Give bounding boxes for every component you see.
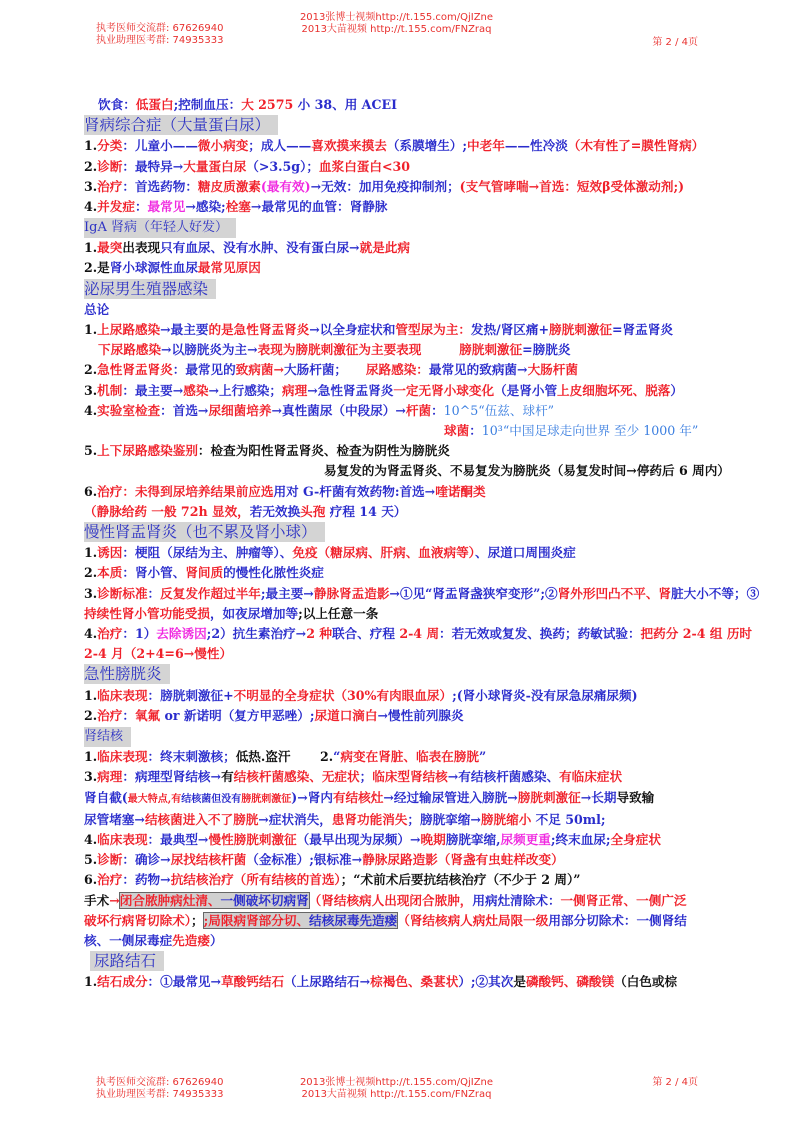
text-run: 10³“中国足球走向世界 至少 1000 年” [481,423,699,439]
text-run: 2. [84,362,98,378]
text-run: ； [191,912,204,928]
text-run: 肾外形凹凸不平、肾 [557,585,671,601]
text-run: ： [134,199,148,215]
text-line [84,482,764,502]
text-run: 出表现 [122,240,161,256]
text-run: 静脉尿路造影（肾盏有虫蛀样改变） [362,852,564,868]
text-run: → [109,892,120,908]
text-run: 2-4 周 [399,626,440,642]
text-run: ：1） [122,626,157,642]
text-line [84,543,764,563]
text-run: 不明显的全身症状（30%有肉眼血尿） [233,687,453,703]
text-run: 诱因 [97,545,123,561]
text-run: 反复发作超过半年 [160,585,261,601]
text-run: 疗程 14 天） [325,503,407,519]
text-run: 一定无肾小球变化 [393,382,495,398]
text-run: 病理 [282,382,308,398]
text-run: ;控制血压： [173,97,242,112]
text-run: 2 种 [306,626,332,642]
text-line [84,320,764,340]
text-line [84,624,764,664]
text-run: 实验室检查 [97,402,161,418]
text-run: 管型尿为主： [395,322,471,338]
text-run: 把药分 2-4 组 历时 2-4 月（2+4=6→慢性） [84,626,753,662]
text-run: ：最特异→ [122,158,184,174]
text-run: （>3.5g）； [246,158,319,174]
text-run: （是肾小管 [494,382,558,398]
section-heading [84,279,764,300]
text-run: ） [209,932,223,948]
section-heading-text: 慢性肾盂肾炎（也不累及肾小球） [84,522,325,542]
text-run: 抗结核治疗（所有结核的首选） [170,872,341,888]
text-run: 急性肾盂肾炎 [97,362,173,378]
text-run: 草酸钙结石 [221,974,285,990]
text-run: 大肠杆菌； [284,362,366,378]
text-run: ；成人—— [248,138,312,154]
text-run: →上行感染； [208,382,282,398]
text-run: 6. [84,872,98,888]
text-run: 导致输 [616,789,655,805]
text-run: 2. [84,565,98,581]
text-run: 一侧肾正常、一侧广泛 [560,892,687,908]
text-run: or 新诺明（复方甲恶唑）; [160,707,315,723]
text-run: 膀胱挛缩, [445,831,501,847]
text-run: ： [469,423,482,439]
text-line [84,95,764,115]
text-run: （系膜增生）; [386,138,468,154]
text-run: 晚期 [420,831,446,847]
text-run: （白色或棕 [614,974,678,990]
text-run: 有临床症状 [559,769,623,785]
text-run: 、尿道口周围炎症 [474,545,576,561]
section-heading-text: 泌尿男生殖器感染 [84,279,216,299]
text-line [84,502,764,522]
text-run: 1. [84,240,98,256]
text-run: ：肾小管、 [122,565,186,581]
text-run: 中老年 [467,138,505,154]
text-run: 患肾功能消失 [331,811,408,827]
text-run: ；膀胱挛缩→ [407,811,481,827]
text-run: 易复发的为肾盂肾炎、不易复发为膀胱炎（易复发时间→停药后 6 周内） [324,463,730,479]
text-run: 发热/肾区痛+ [470,322,550,338]
text-run: 糖皮质激素 [197,178,261,194]
text-run: 病理 [97,769,123,785]
text-run: 临床表现 [97,831,148,847]
text-run: 大肠杆菌 [527,362,578,378]
text-run: 肾自截( [84,789,128,805]
text-run: ：病理型肾结核→ [122,769,222,785]
text-run: 结核杆菌感染、无症状 [233,769,360,785]
text-run: 最常见 [147,199,186,215]
text-run: （金标准）;银标准→ [246,852,363,868]
text-line [84,830,764,850]
text-run: 本质 [97,565,123,581]
header-page-number: 第 2 / 4页 [652,37,698,48]
text-run: =肾盂肾炎 [612,322,673,338]
text-run: 4. [84,831,98,847]
text-line [84,238,764,258]
text-run: 治疗 [97,707,123,723]
text-run: 低蛋白 [135,97,174,112]
surgery-line [84,911,764,931]
text-run: 诊断标准 [97,585,148,601]
text-run: 4. [84,626,98,642]
text-line [84,788,764,810]
text-run: 临床型肾结核 [372,769,448,785]
text-run: 4. [84,199,98,215]
footer-link-1[interactable]: 2013张博士视频http://t.155.com/QjIZne [299,1077,494,1088]
text-run: )→肾内 [291,789,333,805]
text-run: ： [122,707,135,723]
footer-link-2[interactable]: 2013大苗视频 http://t.155.com/FNZraq [301,1089,492,1100]
text-run: 病变在肾脏、临表在膀胱 [340,749,479,765]
section-heading-text: 尿路结石 [90,951,164,971]
text-run: （最早出现为尿频）→ [296,831,421,847]
text-run: 5. [84,852,98,868]
text-line [84,401,764,421]
text-run: 持续性肾小管功能受损 [84,605,210,621]
text-run: 静脉肾盂造影 [313,585,390,601]
text-run: 治疗 [97,626,123,642]
text-run: ： [147,585,161,601]
text-run: →真性菌尿（中段尿）→ [271,402,406,418]
text-run: ：首选→ [160,402,209,418]
text-run: 总论 [84,301,110,317]
text-run: 结石成分 [97,974,148,990]
text-run: →急性肾盂肾炎 [307,382,394,398]
text-run: 致病菌→ [235,362,285,378]
text-run: 治疗 [97,872,123,888]
text-run: ：①最常见→ [147,974,222,990]
text-run: 诊断 [97,852,123,868]
text-run: →有结核杆菌感染、 [447,769,560,785]
text-run [421,342,459,357]
text-line [84,177,764,197]
text-run: 全身症状 [610,831,661,847]
text-run: ，如夜尿增加等 [209,605,299,621]
text-line [84,584,764,624]
text-line [84,421,764,441]
text-run: （肾结核病人出现闭合脓肿， [308,892,473,908]
text-run: 3. [84,769,98,785]
text-run: （木有性了=膜性肾病） [567,138,705,154]
text-run: 慢性膀胱刺激征 [208,831,297,847]
text-run: 大量蛋白尿 [183,158,247,174]
text-run: 血浆白蛋白<30 [319,158,411,174]
text-run: 先造瘘 [172,932,210,948]
section-heading [84,217,764,238]
text-line [84,563,764,583]
text-run: 3. [84,178,98,194]
text-run: 上尿路感染 [97,322,161,338]
text-run: 1. [84,687,98,703]
text-line [84,197,764,217]
text-run: 最常见原因 [197,260,261,276]
text-run: 2.是 [84,260,110,276]
text-run: →①见“肾盂肾盏狭窄变形”;② [389,585,558,601]
text-line [84,381,764,401]
text-run: 手术 [84,892,110,908]
text-run: 诊断 [97,158,123,174]
text-run: 有结核灶 [332,789,384,805]
text-run: 氧氟 [134,707,161,723]
text-run: 1. [84,974,98,990]
text-run: 治疗 [97,178,123,194]
highlight-box [204,913,398,928]
text-run: →长期 [580,789,617,805]
text-run: 喹诺酮类 [435,483,486,499]
text-run: ：药物→ [122,872,171,888]
text-run: 微小病变 [197,138,249,154]
section-heading [84,115,764,136]
text-run: 感染 [183,382,209,398]
text-run: 结核菌但没有 [181,793,242,805]
text-run: 1. [84,545,98,561]
text-run: 的是急性肾盂肾炎 [208,322,310,338]
text-line [84,461,764,481]
text-run: 表现为膀胱刺激征为主要表现 [257,342,422,358]
text-run: 上下尿路感染鉴别 [97,443,198,459]
text-run: ）;②其次 [458,974,514,990]
text-run: ：终末刺激核； [147,749,236,765]
text-run: 就是此病 [359,240,410,256]
text-run: 3. [84,382,98,398]
header-link-1[interactable]: 2013张博士视频http://t.155.com/QjIZne [299,12,494,23]
header-group-2: 执业助理医考群: 74935333 [96,35,224,46]
text-run: 去除诱因 [156,626,207,642]
text-run: 尿频更重 [500,831,551,847]
text-run: ;2）抗生素治疗→ [206,626,307,642]
text-run: 大 2575 [241,97,298,112]
text-run: 2. [84,707,98,723]
text-run: 闭合脓肿病灶清、 [119,892,221,908]
section-heading-text: 急性膀胱炎 [84,664,170,684]
text-run: （肾结核病人病灶局限一级 [397,912,549,928]
text-run: 小 38、用 ACEI [297,97,397,112]
text-run: 尿细菌培养 [208,402,272,418]
text-run: “ [333,749,341,765]
text-run: 是 [513,974,526,990]
text-run: 10^5“伍兹、球杆” [443,402,555,418]
text-line [84,870,764,890]
text-line [84,157,764,177]
text-run: ：最主要→ [122,382,184,398]
text-run: ;(肾小球肾炎-没有尿急尿痛尿频) [452,687,638,703]
text-run: ） [670,382,683,398]
text-run: 尿找结核杆菌 [170,852,247,868]
text-run: 栓塞 [225,199,251,215]
text-line [84,972,764,992]
section-heading-text: 肾结核 [84,727,131,747]
header-link-2[interactable]: 2013大苗视频 http://t.155.com/FNZraq [301,24,492,35]
text-line [84,258,764,278]
text-run: 结核菌进入不了膀胱 [144,811,259,827]
text-run: 尿道口滴白 [314,707,378,723]
text-run: 尿路感染： [365,362,429,378]
text-run: 用病灶清除术： [472,892,561,908]
text-run: 2. [84,158,98,174]
text-run: ：确诊→ [122,852,171,868]
text-run: 磷酸钙、磷酸镁 [525,974,615,990]
text-run: 1. [84,138,98,154]
text-run: ：最典型→ [147,831,209,847]
text-run: 4. [84,402,98,418]
text-line [84,360,764,380]
text-line [84,747,764,767]
text-run: 6. [84,483,98,499]
text-line [84,810,764,830]
text-run: （静脉给药 一般 72h 显效， [84,503,250,519]
section-heading [84,664,764,685]
text-run: 破坏行病肾切除术） [84,912,192,928]
text-run: 结核尿毒先造瘘 [309,912,398,928]
text-run: (最有效) [260,178,311,194]
text-run: ——性冷淡 [504,138,568,154]
text-run: 1. [84,322,98,338]
text-run: ：首选药物： [122,178,198,194]
text-run: 临床表现 [97,687,148,703]
text-run: 膀胱刺激征 [549,322,612,338]
text-line [84,850,764,870]
text-run: 联合、疗程 [331,626,400,642]
text-run: →慢性前列腺炎 [377,707,464,723]
text-run: →症状消失， [258,811,332,827]
text-run: 3. [84,585,98,601]
text-run: ：儿童小—— [122,138,198,154]
highlight-box [120,893,309,908]
text-run: 棕褐色、桑葚状 [370,974,459,990]
text-run: 肾小球源性血尿 [109,260,198,276]
text-run: 膀胱刺激征 [241,793,292,805]
text-run: 下尿路感染 [98,342,161,358]
text-run: 只有血尿、没有水肿、没有蛋白尿→ [160,240,360,256]
text-line [84,686,764,706]
text-run: 尿管堵塞→ [84,811,145,827]
text-line [84,441,764,461]
text-run: 有 [221,769,234,785]
text-run: 低热.盗汗 2. [235,749,334,765]
text-run: →无效：加用免疫抑制剂； [310,178,460,194]
text-run: 头孢 [300,503,326,519]
text-run: →最主要 [160,322,209,338]
text-run: ：最常见的 [172,362,236,378]
text-run: 不足 50ml; [531,811,606,827]
text-run: ;终末血尿; [550,831,611,847]
text-run: ： [431,402,444,418]
text-run: 并发症 [97,199,135,215]
text-run: 的慢性化脓性炎症 [223,565,324,581]
text-line [84,340,764,360]
text-run: 分类 [97,138,123,154]
text-run: 上皮细胞坏死、脱落 [557,382,671,398]
text-run: 用部分切除术：一侧肾结 [548,912,687,928]
text-run: ：检查为阳性肾盂肾炎、检查为阴性为膀胱炎 [197,443,450,459]
text-run: 用对 G-杆菌有效药物:首选→ [273,483,436,499]
text-run: 喜欢摸来摸去 [311,138,387,154]
text-run: 杆菌 [405,402,432,418]
text-run: 机制 [97,382,123,398]
text-run: 膀胱刺激征 [517,789,581,805]
section-heading-text: IgA 肾病（年轻人好发） [84,218,236,238]
document-body [84,95,764,993]
text-run: ：梗阻（尿结为主、肿瘤等）、 [122,545,293,561]
footer-group-1: 执考医师交流群: 67626940 [96,1077,224,1088]
text-run: 若无效换 [249,503,301,519]
text-run: ； [359,769,373,785]
footer-page-number: 第 2 / 4页 [652,1077,698,1088]
section-heading-text: 肾病综合症（大量蛋白尿） [84,115,278,135]
text-run: →感染; [185,199,226,215]
text-run: (支气管哮喘→首选：短效β受体激动剂;) [459,178,685,194]
header-video-links [0,12,793,36]
text-run: ：膀胱刺激征+ [147,687,234,703]
text-line [84,767,764,787]
text-run: 5. [84,443,98,459]
text-run: →经过输尿管进入膀胱→ [383,789,518,805]
text-line [84,300,764,320]
text-run: （上尿路结石→ [284,974,371,990]
section-heading [84,951,764,972]
section-heading [84,726,764,747]
text-run: 一侧破坏切病肾 [220,892,309,908]
text-run: 免疫（糖尿病、肝病、血液病等） [292,545,475,561]
text-run: 核、一侧尿毒症 [84,932,173,948]
text-run: →以全身症状和 [309,322,396,338]
text-run: ;局限病肾部分切、 [203,912,310,928]
text-run: 肾间质 [185,565,224,581]
text-run: 最突 [97,240,123,256]
text-run: ” [478,749,487,765]
text-run: ;最主要→ [260,585,314,601]
text-run: ;以上任意一条 [298,605,379,621]
text-run: 膀胱刺激征 [459,342,523,358]
text-run: 治疗：未得到尿培养结果前应选 [97,483,274,499]
text-run: =膀胱炎 [522,342,571,358]
text-run: 1. [84,749,98,765]
text-line [84,136,764,156]
text-line [84,706,764,726]
section-heading [84,522,764,543]
text-run: →最常见的血管：肾静脉 [250,199,388,215]
footer-group-2: 执业助理医考群: 74935333 [96,1089,224,1100]
text-run: 最常见的致病菌→ [428,362,528,378]
surgery-line [84,931,764,951]
text-run: ：若无效或复发、换药；药敏试验： [439,626,641,642]
text-run: 膀胱缩小 [480,811,532,827]
text-run: 最大特点,有 [127,793,182,805]
header-group-1: 执考医师交流群: 67626940 [96,23,224,34]
text-run: 球菌 [444,423,470,439]
text-run: ；“术前术后要抗结核治疗（不少于 2 周）” [340,872,581,888]
surgery-line [84,891,764,911]
text-run: →以膀胱炎为主→ [160,342,258,358]
text-run: 脏大小不等；③ [671,585,760,601]
text-run: 饮食： [98,97,136,112]
text-run: 临床表现 [97,749,148,765]
